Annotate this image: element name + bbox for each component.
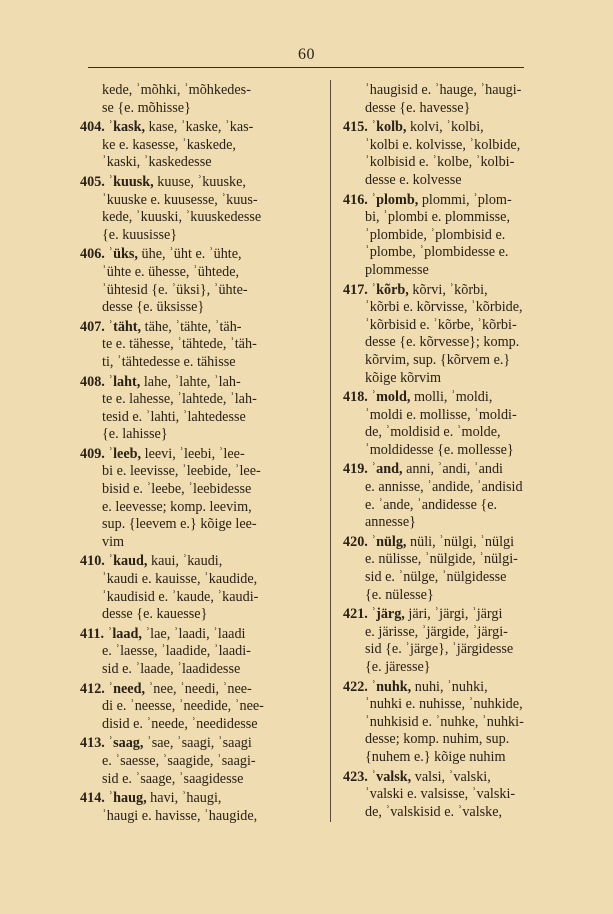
entry-line: ʾkaudi e. kauisse, ʾkaudide, [102,571,258,588]
entry-line: bi, ʾplombi e. plommisse, [365,209,511,226]
entry-line: e. ʾsaesse, ʾsaagide, ʾsaagi- [102,752,256,769]
entry-number: 412. [80,680,109,697]
entry-line: ʾkolbisid e. ʾkolbe, ʾkolbi- [365,154,515,171]
dictionary-entry [80,735,330,788]
entry-line: te e. lahesse, ʾlahtede, ʾlah- [102,391,257,408]
entry-first-line [343,534,593,552]
entry-forms: kaui, ʾkaudi, [147,553,223,570]
entry-forms: anni, ʾandi, ʾandi [402,461,503,478]
entry-headword: ʾkolb, [371,119,407,136]
entry-first-line [80,446,330,464]
entry-number: 405. [80,173,109,190]
entry-line: e. annisse, ʾandide, ʾandisid [365,479,523,496]
dictionary-entry [80,174,330,244]
entry-line: sup. {leevem e.} kõige lee- [102,516,257,533]
entry-forms: ʾlae, ʾlaadi, ʾlaadi [141,625,246,642]
entry-line: sid e. ʾlaade, ʾlaadidesse [102,661,241,677]
entry-line: e. nülisse, ʾnülgide, ʾnülgi- [365,551,518,568]
entry-headword: ʾleeb, [108,445,142,462]
entry-line: te e. tähesse, ʾtähtede, ʾtäh- [102,336,257,353]
entry-line: ke e. kasesse, ʾkaskede, [102,136,236,153]
left-column [80,82,330,827]
entry-first-line [80,626,330,644]
dictionary-entry [343,461,593,531]
entry-line: ʾhaugisid e. ʾhauge, ʾhaugi- [365,82,522,98]
dictionary-entry [80,553,330,623]
entry-line: bisid e. ʾleebe, ʾleebidesse [102,481,252,498]
entry-headword: ʾkaud, [108,553,148,570]
entry-forms: kase, ʾkaske, ʾkas- [145,119,254,136]
entry-line: ʾkaudisid e. ʾkaude, ʾkaudi- [102,588,259,605]
entry-number: 423. [343,768,372,785]
entry-headword: ʾlaad, [107,625,142,642]
entry-line: desse {e. kõrvesse}; komp. [365,334,520,351]
entry-headword: ʾsaag, [108,735,144,752]
entry-line: ʾkaski, ʾkaskedesse [102,154,212,171]
dictionary-entry [343,679,593,767]
entry-headword: ʾkask, [108,119,146,136]
entry-forms: ʾnee, ʾneedi, ʾnee- [145,680,252,697]
entry-line: e. leevesse; komp. leevim, [102,498,252,515]
entry-forms: leevi, ʾleebi, ʾlee- [141,445,245,462]
entry-headword: ʾüks, [108,246,138,263]
dictionary-entry [80,374,330,444]
entry-number: 422. [343,678,372,695]
entry-first-line [80,319,330,337]
entry-first-line [80,174,330,192]
dictionary-entry [343,534,593,604]
entry-number: 408. [80,373,109,390]
entry-line: kõige kõrvim [365,369,442,386]
entry-line: sid e. ʾsaage, ʾsaagidesse [102,770,244,787]
header-rule [88,67,524,68]
entry-number: 420. [343,533,372,550]
entry-line: {e. kuusisse} [102,226,178,243]
entry-forms: lahe, ʾlahte, ʾlah- [140,373,241,390]
dictionary-entry [343,282,593,388]
entry-first-line [80,246,330,264]
entry-line: ʾnuhki e. nuhisse, ʾnuhkide, [365,696,523,713]
entry-headword: ʾkuusk, [108,173,154,190]
entry-line: ʾmoldidesse {e. mollesse} [365,441,514,458]
entry-headword: ʾhaug, [108,790,147,807]
entry-number: 407. [80,318,109,335]
entry-headword: ʾplomb, [371,191,419,208]
entry-number: 419. [343,461,372,478]
entry-headword: ʾand, [371,461,403,478]
right-column [343,82,593,823]
entry-number: 409. [80,445,109,462]
entry-line: e. ʾlaesse, ʾlaadide, ʾlaadi- [102,643,251,660]
entry-first-line [80,553,330,571]
dictionary-entry [80,319,330,372]
entry-line: sid {e. ʾjärge}, ʾjärgidesse [365,641,514,658]
entry-number: 416. [343,191,372,208]
dictionary-entry [80,626,330,679]
entry-first-line [80,681,330,699]
entry-number: 410. [80,553,109,570]
entry-line: ʾkolbi e. kolvisse, ʾkolbide, [365,136,521,153]
entry-line: bi e. leevisse, ʾleebide, ʾlee- [102,463,261,480]
entry-line: vim [102,533,125,550]
entry-line: annesse} [365,514,416,531]
entry-line: desse; komp. nuhim, sup. [365,731,510,748]
entry-number: 421. [343,606,372,623]
dictionary-entry [343,769,593,822]
dictionary-entry [80,681,330,734]
entry-line: ʾplombe, ʾplombidesse e. [365,244,509,261]
entry-number: 415. [343,119,372,136]
entry-headword: ʾnülg, [371,533,407,550]
entry-line: e. järisse, ʾjärgide, ʾjärgi- [365,623,508,640]
entry-number: 406. [80,246,109,263]
entry-forms: molli, ʾmoldi, [410,389,493,406]
entry-line: disid e. ʾneede, ʾneedidesse [102,715,258,732]
entry-headword: ʾtäht, [108,318,142,335]
dictionary-entry [80,82,330,117]
dictionary-entry [343,192,593,280]
entry-line: ʾplombide, ʾplombisid e. [365,226,506,243]
entry-line: ʾühtesid {e. ʾüksi}, ʾühte- [102,281,248,298]
entry-line: {e. järesse} [365,659,431,675]
column-divider [330,80,331,822]
entry-forms: kõrvi, ʾkõrbi, [408,281,488,298]
entry-line: plommesse [365,261,429,278]
entry-headword: ʾlaht, [108,373,141,390]
entry-first-line [80,790,330,808]
dictionary-entry [80,246,330,316]
entry-first-line [343,679,593,697]
entry-line: ʾkõrbi e. kõrvisse, ʾkõrbide, [365,299,523,316]
entry-line: {e. lahisse} [102,426,168,443]
entry-line: ʾmoldi e. mollisse, ʾmoldi- [365,406,517,423]
entry-headword: ʾkõrb, [371,281,409,298]
page-number: 60 [298,46,315,63]
entry-first-line [343,119,593,137]
entry-line: ʾnuhkisid e. ʾnuhke, ʾnuhki- [365,713,524,730]
entry-forms: valsi, ʾvalski, [411,768,491,785]
entry-line: desse {e. üksisse} [102,299,205,316]
entry-first-line [343,282,593,300]
entry-line: di e. ʾneesse, ʾneedide, ʾnee- [102,698,264,715]
entry-line: kede, ʾkuuski, ʾkuuskedesse [102,209,262,226]
entry-headword: ʾmold, [371,389,411,406]
dictionary-entry [80,446,330,552]
entry-forms: tähe, ʾtähte, ʾtäh- [141,318,242,335]
entry-forms: plommi, ʾplom- [418,191,512,208]
entry-number: 413. [80,735,109,752]
entry-headword: ʾnuhk, [371,678,412,695]
entry-line: {e. nülesse} [365,586,434,603]
entry-first-line [343,769,593,787]
entry-forms: kuuse, ʾkuuske, [153,173,246,190]
entry-line: de, ʾvalskisid e. ʾvalske, [365,803,503,820]
entry-line: ʾkuuske e. kuusesse, ʾkuus- [102,191,258,208]
entry-forms: ühe, ʾüht e. ʾühte, [137,246,242,263]
entry-line: se {e. mõhisse} [102,99,191,116]
entry-first-line [343,389,593,407]
entry-line: desse {e. havesse} [365,99,471,116]
entry-headword: ʾneed, [108,680,146,697]
entry-line: sid e. ʾnülge, ʾnülgidesse [365,569,507,586]
entry-number: 414. [80,790,109,807]
entry-line: desse {e. kauesse} [102,606,208,623]
entry-line: ʾvalski e. valsisse, ʾvalski- [365,786,516,803]
dictionary-entry [343,119,593,189]
dictionary-entry [343,389,593,459]
entry-first-line [80,374,330,392]
entry-first-line [343,461,593,479]
dictionary-entry [343,606,593,676]
entry-number: 418. [343,389,372,406]
entry-first-line [80,735,330,753]
dictionary-entry [343,82,593,117]
entry-line: tesid e. ʾlahti, ʾlahtedesse [102,408,246,425]
entry-forms: nuhi, ʾnuhki, [411,678,488,695]
entry-headword: ʾjärg, [371,606,405,623]
entry-line: ʾühte e. ühesse, ʾühtede, [102,263,240,280]
dictionary-entry [80,119,330,172]
entry-line: ʾkõrbisid e. ʾkõrbe, ʾkõrbi- [365,316,517,333]
entry-number: 411. [80,625,108,642]
entry-line: de, ʾmoldisid e. ʾmolde, [365,424,501,441]
entry-line: ti, ʾtähtedesse e. tähisse [102,353,236,370]
entry-forms: ʾsae, ʾsaagi, ʾsaagi [143,735,252,752]
entry-first-line [343,192,593,210]
entry-forms: nüli, ʾnülgi, ʾnülgi [406,533,515,550]
entry-forms: kolvi, ʾkolbi, [406,119,484,136]
entry-line: ʾhaugi e. havisse, ʾhaugide, [102,807,258,824]
entry-line: desse e. kolvesse [365,171,462,188]
dictionary-entry [80,790,330,825]
entry-line: e. ʾande, ʾandidesse {e. [365,496,498,513]
entry-forms: järi, ʾjärgi, ʾjärgi [404,606,503,623]
entry-first-line [80,119,330,137]
entry-line: kede, ʾmõhki, ʾmõhkedes- [102,82,251,98]
entry-number: 417. [343,281,372,298]
entry-headword: ʾvalsk, [371,768,412,785]
entry-line: kõrvim, sup. {kõrvem e.} [365,351,511,368]
entry-first-line [343,606,593,624]
entry-line: {nuhem e.} kõige nuhim [365,748,506,765]
entry-forms: havi, ʾhaugi, [146,790,222,807]
entry-number: 404. [80,119,109,136]
